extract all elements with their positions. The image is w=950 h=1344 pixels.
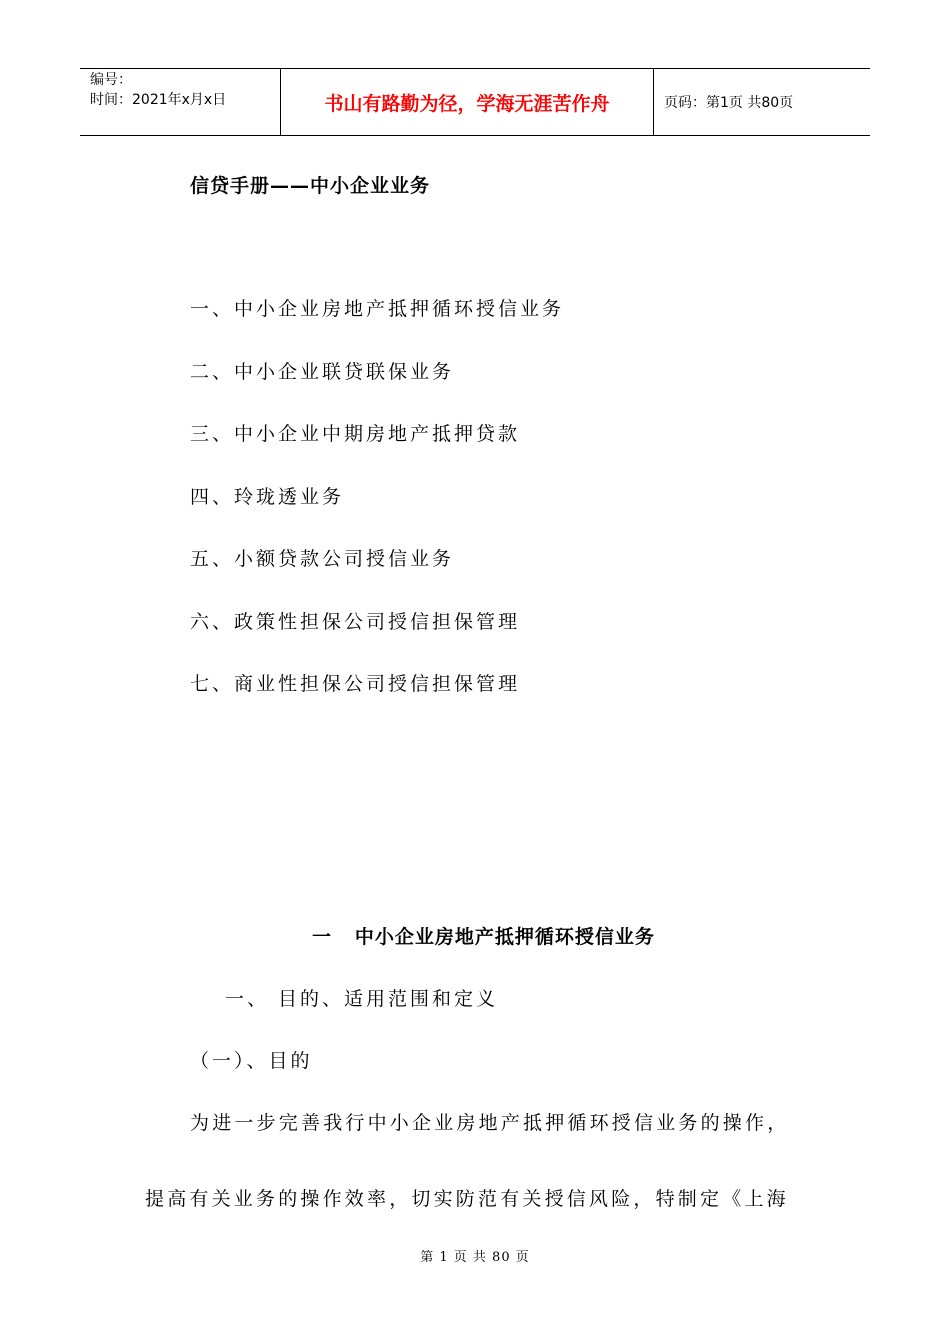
document-title: 信贷手册——中小企业业务	[190, 175, 431, 197]
document-date: 时间：2021年x月x日	[90, 92, 227, 108]
page-header	[80, 68, 870, 136]
toc-item: 六、政策性担保公司授信担保管理	[190, 610, 521, 633]
toc-item: 五、小额贷款公司授信业务	[190, 548, 455, 570]
page-footer: 第 1 页 共 80 页	[420, 1250, 530, 1265]
toc-item: 七、商业性担保公司授信担保管理	[190, 673, 521, 695]
header-meta	[80, 69, 281, 135]
body-paragraph-line: 提高有关业务的操作效率，切实防范有关授信风险，特制定《上海	[145, 1188, 789, 1210]
document-number-label: 编号：	[90, 72, 132, 88]
toc-item: 三、中小企业中期房地产抵押贷款	[190, 423, 521, 445]
table-of-contents	[190, 296, 564, 734]
toc-item: 四、玲珑透业务	[190, 485, 345, 508]
header-page-info: 页码：第1页 共80页	[664, 95, 794, 111]
sub-sub-heading: （一）、目的	[190, 1050, 313, 1072]
sub-heading: 一、 目的、适用范围和定义	[225, 988, 499, 1010]
toc-item: 二、中小企业联贷联保业务	[190, 360, 455, 383]
body-paragraph-line: 为进一步完善我行中小企业房地产抵押循环授信业务的操作，	[190, 1112, 790, 1134]
toc-item: 一、中小企业房地产抵押循环授信业务	[190, 298, 565, 320]
header-motto: 书山有路勤为径，学海无涯苦作舟	[281, 69, 654, 135]
section-title: 一 中小企业房地产抵押循环授信业务	[312, 926, 655, 948]
